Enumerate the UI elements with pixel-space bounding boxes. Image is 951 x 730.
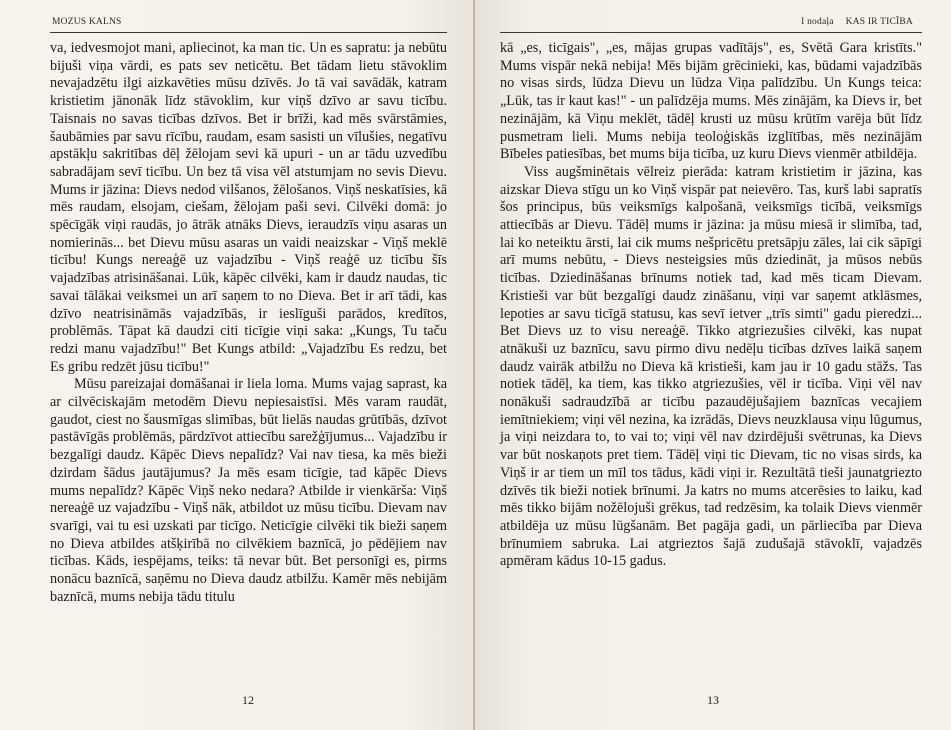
left-page-body <box>50 40 447 607</box>
paragraph: Viss augšminētais vēlreiz pierāda: katram kristietim ir jāzina, kas aizskar Dieva stīgu un ko Viņš vispār pat neievēro. Tas, kurš labi sapratīs šos principus, būs veiksmīgs kalpošanā, veiksmīgs ticībā, veiksmīgs attiecībās ar Dievu. Tādēļ mums ir jāzina: ja mūsu miesā ir slimība, tad, lai ko neteiktu ārsti, lai cik mums nešpricētu pretsāpju zāles, lai cik sāpīgi arī mums nebūtu, - Dievs nesteigsies mūs dziedināt, ja mūsos nebūs ticības. Dziedināšanas brīnums notiek tad, kad mēs ticam Dievam. Kristieši var būt bezgalīgi daudz zināšanu, viņi var saņemt atklāsmes, lepoties ar savu ticīgā statusu, kas sevī ietver „trīs simti" gadu pieredzi... Bet Dievs uz to visu nereaģē. Tikko atgriezušies cilvēki, kas nupat atnākuši uz baznīcu, savu pirmo divu nedēļu ticības dzīves laikā saņem daudz vairāk atbilžu no Dieva kā kristieši, kam jau ir 10 gadu stāžs. Tas notiek tādēļ, ka tiem, kas tikko atgriezušies, vēl ir ticība. Viņi vēl nav nonākuši sadraudzībā ar ticību pazaudējušajiem baznīcas vecajiem iemītniekiem; viņi vēl nezina, ka izrādās, Dievs neuzklausa viņu lūgumus, ja viņi neizdara to, to vai to; viņi vēl nav dzirdējuši svētrunas, ka Dievs var būt noskaņots pret tiem. Tādēļ viņi tic Dievam, tic no visas sirds, ka Viņš ir ar tiem un mīl tos tādus, kādi viņi ir. Rezultātā tieši jaunatgriezto dzīvēs tik bieži notiek brīnumi. Ja katrs no mums atcerēsies to laiku, kad mēs tikko bijām nožēlojuši grēkus, tad redzēsim, ka tolaik Dievs vienmēr atbildēja uz mūsu lūgšanām. Bet pagāja gadi, un pārliecība par Dieva brīnumiem sabruka. Lai atgrieztos šajā zudušajā stāvoklī, vajadzēs apmēram kādus 10-15 gadus. <box>500 163 922 570</box>
header-rule <box>500 32 922 33</box>
running-head-book-title: MOZUS KALNS <box>52 17 122 27</box>
header-rule <box>50 32 447 33</box>
paragraph: kā „es, ticīgais", „es, mājas grupas vadītājs", es, Svētā Gara kristīts." Mums vispār nekā nebija! Mēs bijām grēcinieki, kas, būdami vajadzībās no visas sirds, lūdza Dievu un lūdza Viņa palīdzību. Un Kungs teica: „Lūk, tas ir kaut kas!" - un palīdzēja mums. Mēs zinājām, ka Dievs ir, bet nezinājām, kā Viņu meklēt, tādēļ krusti uz mūsu krūtīm varēja būt līdz pusmetram lieli. Mums nebija teoloģiskās izglītības, mēs nezinājām Bībeles patiesības, bet mums bija ticība, uz kuru Dievs vienmēr atbildēja. <box>500 40 922 163</box>
running-head <box>801 17 913 27</box>
page-number: 13 <box>707 693 719 707</box>
page-number: 12 <box>242 693 254 707</box>
right-page-body <box>500 40 922 571</box>
left-page <box>0 0 475 730</box>
paragraph: va, iedvesmojot mani, apliecinot, ka man tic. Un es sapratu: ja nebūtu bijuši viņa vārdi, es pats sev neticētu. Bet tādam lietu stāvoklim nevajadzētu ilgi aizkavēties mūsu dzīvēs. Jo tā vai savādāk, katram kristietim jānonāk līdz stāvoklim, kur viņš dzīvo ar savu ticību. Taisnais no savas ticības dzīvos. Bet ir brīži, kad mēs svārstāmies, šaubāmies par savu rīcību, raudam, esam sasisti un vīlušies, negatīvu apstākļu sakritības dēļ žēlojam sevi kā upuri - un ar tādu uzvedību sabradājam sevī ticību. Un bez tā visa vēl atstumjam no sevis Dievu. Mums ir jāzina: Dievs nedod vilšanos, žēlošanos. Viņš neskatīsies, kā mēs raudam, elsojam, ciešam, žēlojam paši sevi. Cilvēki domā: jo spēcīgāk viņi raudās, jo ātrāk atnāks Dievs, ieraudzīs viņu asaras un nomierinās... bet Dievu mūsu asaras un vaidi neaizskar - Viņš meklē ticību! Kungs nereaģē uz vajadzību - Viņš reaģē uz ticību šīs vajadzības atrisināšanai. Lūk, kāpēc cilvēki, kam ir daudz naudas, tic savai tālākai veiksmei un arī saņem to no Dieva. Bet ir arī tādi, kas dzīvo neatrisināmās vajadzībās, ir ieslīguši parādos, kredītos, problēmās. Tāpat kā daudzi citi ticīgie viņi saka: „Kungs, Tu taču redzi manu vajadzību!" Bet Kungs atbild: „Vajadzību Es redzu, bet Es gribu redzēt jūsu ticību!" <box>50 40 447 375</box>
running-head-chapter-title: KAS IR TICĪBA <box>845 17 913 27</box>
paragraph: Mūsu pareizajai domāšanai ir liela loma. Mums vajag saprast, ka ar cilvēciskajām metodēm Dievu nepiesaistīsi. Mēs varam raudāt, gaudot, ciest no šausmīgas slimības, būt lielās naudas grūtībās, dzīvot pastāvīgās problēmās, pārdzīvot attiecību sarežģījumus... Vajadzību ir bezgalīgi daudz. Kāpēc Dievs nepalīdz? Vai nav tiesa, ka mēs bieži dzirdam šādus jautājumus? Ja mēs esam ticīgie, tad kāpēc Dievs mums nepalīdz? Kāpēc Viņš neko nedara? Atbilde ir vienkārša: Viņš nereaģē uz vajadzību - Viņš nāk, atbildot uz mūsu ticību. Dievam nav svarīgi, vai tu esi uzskati par ticīgo. Neticīgie cilvēki tik bieži saņem no Dieva atbildes atšķirībā no cilvēkiem baznīcā, jo pēdējiem nav ticības. Kāds, iespējams, teiks: tā nevar būt. Bet personīgi es, pirms nonācu baznīcā, saņēmu no Dieva daudz atbilžu. Kamēr mēs nebijām baznīcā, mums nebija tādu titulu <box>50 376 447 605</box>
running-head-section: I nodaļa <box>801 17 834 27</box>
right-page <box>475 0 951 730</box>
